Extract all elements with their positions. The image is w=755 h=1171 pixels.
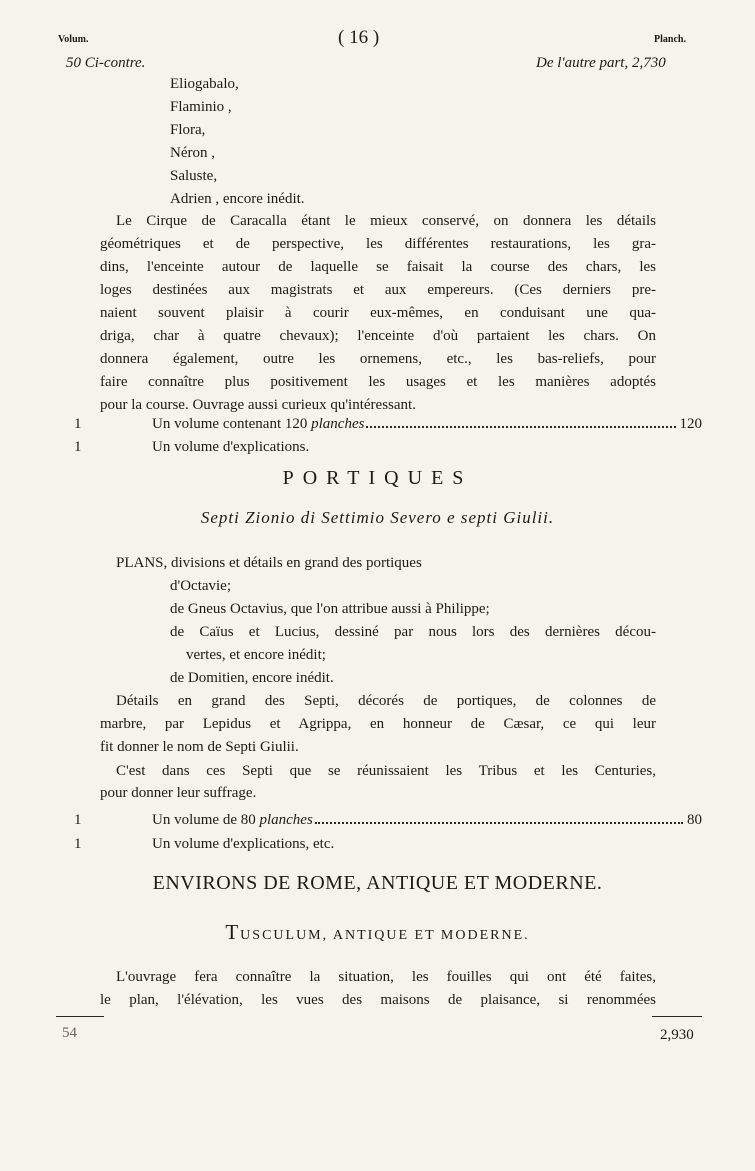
- paragraph-line: PLANS, divisions et détails en grand des portiques: [116, 555, 422, 571]
- header-plates-label: Planch.: [654, 34, 686, 45]
- dot-leader: [315, 821, 683, 824]
- section-subheading: [0, 920, 755, 945]
- subheading-initial: T: [225, 920, 241, 944]
- paragraph-line: marbre, par Lepidus et Agrippa, en honneur de Cæsar, ce qui leur: [100, 716, 656, 732]
- carry-over-left: 50 Ci-contre.: [66, 55, 146, 71]
- footer-rule-right: [652, 1016, 702, 1017]
- paragraph-line: Le Cirque de Caracalla étant le mieux conservé, on donnera les détails: [116, 213, 656, 229]
- paragraph-line: de Caïus et Lucius, dessiné par nous lors des dernières décou-: [170, 624, 656, 640]
- volume-entry: [152, 809, 702, 832]
- paragraph-line: de Domitien, encore inédit.: [170, 670, 334, 686]
- volume-entry-italic: planches: [311, 416, 365, 432]
- paragraph-line: driga, char à quatre chevaux); l'enceinte d'où partaient les chars. On: [100, 328, 656, 344]
- paragraph-line: faire connaître plus positivement les usages et les manières adoptés: [100, 374, 656, 390]
- paragraph-line: fit donner le nom de Septi Giulii.: [100, 739, 299, 755]
- footer-total-right: 2,930: [660, 1027, 694, 1043]
- dot-leader: [366, 425, 675, 428]
- list-item: Néron ,: [170, 145, 215, 161]
- section-heading: ENVIRONS DE ROME, ANTIQUE ET MODERNE.: [152, 872, 603, 894]
- footer-rule-left: [56, 1016, 104, 1017]
- paragraph-line: naient souvent plaisir à courir eux-mêmes, en conduisant une qua-: [100, 305, 656, 321]
- volume-count: 1: [74, 836, 82, 852]
- list-item: Eliogabalo,: [170, 76, 239, 92]
- carry-over-right: De l'autre part, 2,730: [536, 55, 666, 71]
- section-subtitle: Septi Zionio di Settimio Severo e septi Giulii.: [200, 508, 555, 527]
- list-item: Flaminio ,: [170, 99, 232, 115]
- header-volumes-label: Volum.: [58, 34, 89, 45]
- paragraph-line: L'ouvrage fera connaître la situation, les fouilles qui ont été faites,: [116, 969, 656, 985]
- paragraph-line: le plan, l'élévation, les vues des maisons de plaisance, si renommées: [100, 992, 656, 1008]
- paragraph-line: vertes, et encore inédit;: [186, 647, 326, 663]
- volume-count: 1: [74, 812, 82, 828]
- volume-entry-text: Un volume de 80: [152, 812, 256, 828]
- paragraph-line: géométriques et de perspective, les différentes restaurations, les gra-: [100, 236, 656, 252]
- paragraph-line: pour la course. Ouvrage aussi curieux qu'intéressant.: [100, 397, 416, 413]
- paragraph-line: pour donner leur suffrage.: [100, 785, 257, 801]
- section-heading: PORTIQUES: [282, 467, 473, 489]
- footer-total-left: 54: [62, 1025, 77, 1041]
- paragraph-line: de Gneus Octavius, que l'on attribue aussi à Philippe;: [170, 601, 490, 617]
- paragraph-line: C'est dans ces Septi que se réunissaient les Tribus et les Centuries,: [116, 763, 656, 779]
- volume-entry-text: Un volume d'explications.: [152, 439, 310, 455]
- paragraph-line: dins, l'enceinte autour de laquelle se faisait la course des chars, les: [100, 259, 656, 275]
- subheading-rest: USCULUM, ANTIQUE ET MODERNE.: [240, 928, 530, 943]
- volume-entry-text: Un volume d'explications, etc.: [152, 836, 335, 852]
- paragraph-line: d'Octavie;: [170, 578, 232, 594]
- page-number: ( 16 ): [338, 27, 380, 48]
- paragraph-line: Détails en grand des Septi, décorés de portiques, de colonnes de: [116, 693, 656, 709]
- list-item: Saluste,: [170, 168, 218, 184]
- plate-count: 80: [687, 812, 702, 828]
- volume-entry-italic: planches: [259, 812, 313, 828]
- volume-count: 1: [74, 439, 82, 455]
- volume-entry-text: Un volume contenant 120: [152, 416, 308, 432]
- volume-entry: [152, 413, 702, 436]
- list-item: Adrien , encore inédit.: [170, 191, 305, 207]
- plate-count: 120: [679, 416, 702, 432]
- volume-count: 1: [74, 416, 82, 432]
- paragraph-line: donnera également, outre les ornemens, etc., les bas-reliefs, pour: [100, 351, 656, 367]
- paragraph-line: loges destinées aux magistrats et aux empereurs. (Ces derniers pre-: [100, 282, 656, 298]
- list-item: Flora,: [170, 122, 206, 138]
